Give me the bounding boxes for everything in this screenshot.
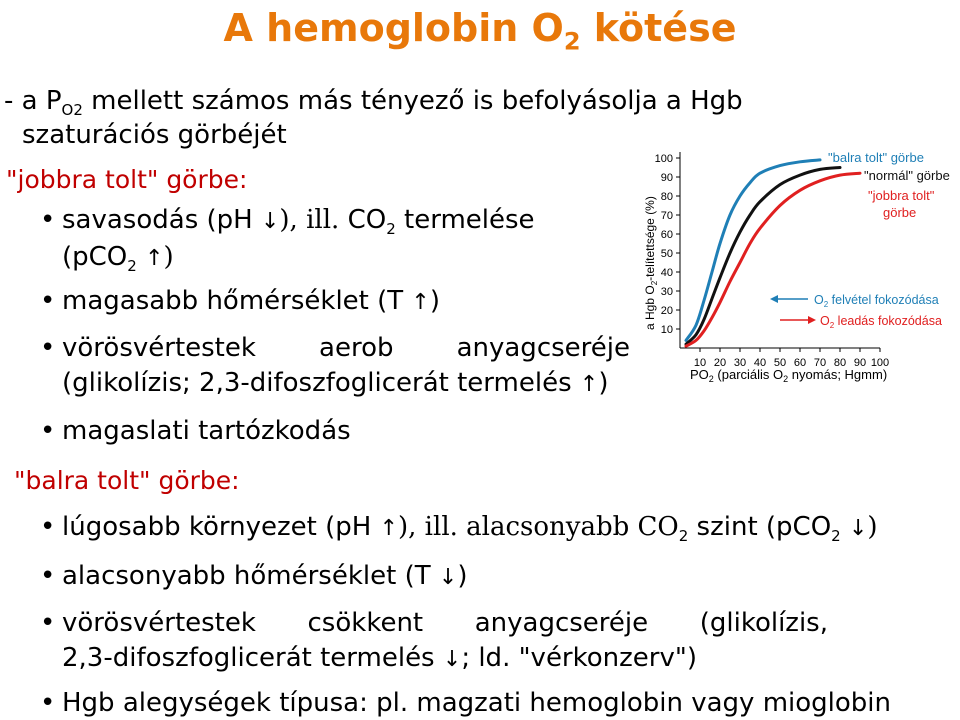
y-tick-label: 80	[660, 191, 673, 203]
legend-normal: "normál" görbe	[864, 168, 950, 183]
bullet-reduced-metabolism-line2: 2,3-difoszfoglicerát termelés ↓; ld. "vérkonzerv")	[62, 643, 697, 673]
bullet-higher-temperature: • magasabb hőmérséklet (T ↑)	[40, 286, 441, 316]
bullet-acidosis: • savasodás (pH ↓), ill. $CO_2$ termelése	[40, 205, 535, 239]
y-axis-label: a Hgb $O_2$-telítettsége (%)	[643, 196, 659, 330]
x-tick-label: 50	[773, 357, 787, 369]
x-ticks	[694, 348, 889, 369]
x-tick-label: 30	[733, 357, 747, 369]
x-tick-label: 10	[693, 357, 707, 369]
svg-text:O2 felvétel fokozódása: $O_2$ felvétel fokozódása	[814, 293, 939, 309]
x-tick-label: 80	[833, 357, 847, 369]
y-tick-label: 50	[660, 248, 673, 260]
x-tick-label: 20	[713, 357, 727, 369]
x-axis-label: $PO_2$ (parciális $O_2$ nyomás; Hgmm)	[690, 367, 888, 384]
x-tick-label: 100	[870, 357, 890, 369]
arrow-down-icon: ↓	[438, 565, 458, 590]
bullet-lower-temperature: • alacsonyabb hőmérséklet (T ↓)	[40, 561, 468, 591]
legend-left-shift: "balra tolt" görbe	[828, 150, 924, 165]
legend-right-shift-1: "jobbra tolt"	[868, 188, 935, 203]
bullet-hgb-subunits: • Hgb alegységek típusa: pl. magzati hemoglobin vagy mioglobin	[40, 688, 892, 718]
annotation-release	[780, 314, 942, 330]
slide-title: A hemoglobin $O_2$ kötése	[223, 6, 737, 56]
bullet-acidosis-line2: (pCO$_2$ ↑)	[62, 242, 174, 276]
intro-line-1: - a $P_{O2}$ mellett számos más tényező is befolyásolja a Hgb	[4, 86, 743, 120]
annotation-uptake	[770, 293, 939, 309]
right-shift-heading: "jobbra tolt" görbe:	[6, 165, 248, 194]
y-tick-label: 20	[660, 305, 673, 317]
y-tick-label: 40	[660, 267, 673, 279]
y-tick-label: 30	[660, 286, 673, 298]
bullet-rbc-metabolism-line2: (glikolízis; 2,3-difoszfoglicerát termelés ↑)	[62, 368, 609, 398]
left-shift-heading: "balra tolt" görbe:	[14, 466, 240, 495]
svg-text:O2 leadás fokozódása: $O_2$ leadás fokozódása	[820, 314, 942, 330]
intro-line-2: szaturációs görbéjét	[22, 120, 287, 150]
y-tick-label: 100	[654, 153, 673, 165]
legend-right-shift-2: görbe	[883, 205, 917, 220]
y-ticks	[655, 153, 680, 336]
x-tick-label: 90	[853, 357, 867, 369]
bullet-reduced-metabolism: • vörösvértestek csökkent anyagcseréje (glikolízis,	[40, 608, 828, 638]
x-tick-label: 60	[793, 357, 807, 369]
arrow-down-icon: ↓	[260, 209, 280, 234]
bullet-rbc-metabolism: • vörösvértestek aerob anyagcseréje	[40, 333, 630, 363]
arrow-right-icon	[808, 316, 816, 324]
bullet-alkaline: • lúgosabb környezet (pH ↑), ill. alacsonyabb $CO_2$ szint (pCO$_2$ ↓)	[40, 512, 878, 546]
curve-normal	[686, 168, 840, 345]
arrow-down-icon: ↓	[848, 516, 868, 541]
arrow-up-icon: ↑	[379, 516, 398, 541]
bullet-altitude: • magaslati tartózkodás	[40, 416, 351, 446]
arrow-up-icon: ↑	[411, 290, 430, 315]
arrow-left-icon	[770, 295, 778, 303]
arrow-up-icon: ↑	[579, 372, 599, 397]
x-tick-label: 40	[753, 357, 767, 369]
arrow-down-icon: ↓	[442, 647, 462, 672]
y-tick-label: 70	[660, 210, 673, 222]
arrow-up-icon: ↑	[145, 246, 164, 271]
y-tick-label: 10	[660, 324, 673, 336]
x-tick-label: 70	[813, 357, 827, 369]
y-tick-label: 60	[660, 229, 673, 241]
saturation-curve-chart	[630, 140, 960, 390]
y-tick-label: 90	[660, 172, 673, 184]
